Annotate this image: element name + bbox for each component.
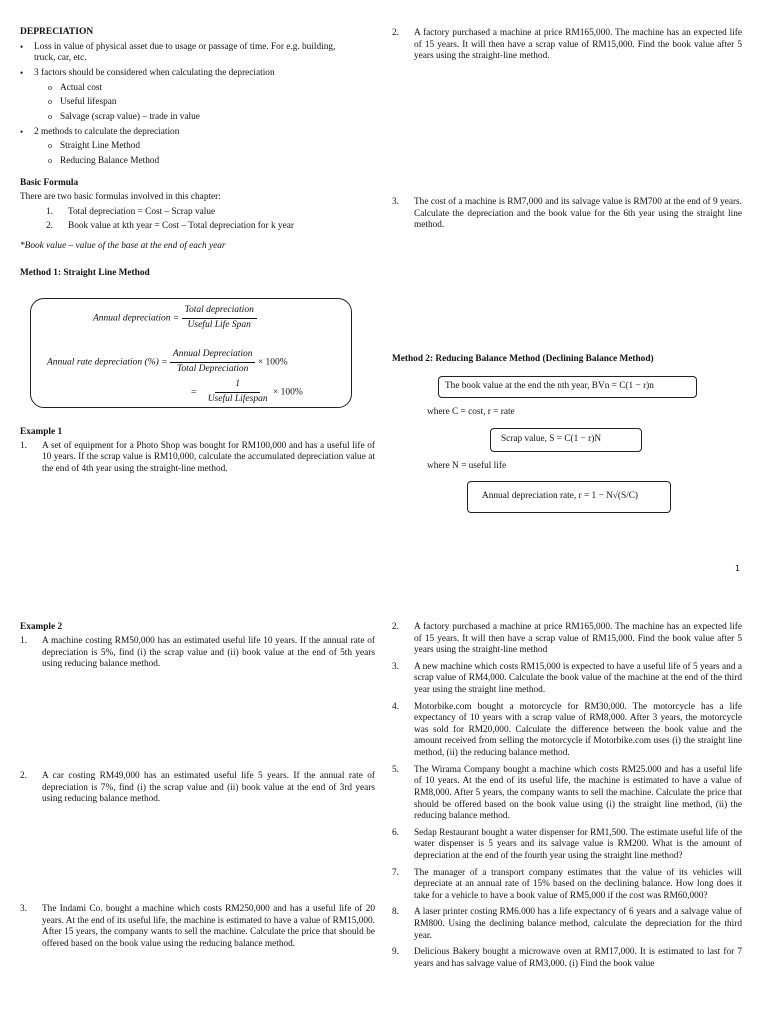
straight-line-formula-box [30, 298, 352, 408]
page1-right-q3 [392, 197, 742, 232]
question-item: 2. A car costing RM49,000 has an estimated useful life 5 years. If the annual rate of depreciation is 7%, find (i) the scrap value and (ii) book value at the end of 3rd years using reducing balance method. [20, 771, 375, 805]
method1-title: Method 1: Straight Line Method [20, 268, 150, 279]
fraction: $\frac{\text{Total depreciation}}{\text{Useful Life Span}}$ [182, 305, 257, 332]
example1-question: 1. A set of equipment for a Photo Shop was bought for RM100,000 and has a useful life of 10 years. If the scrap value is RM10,000, calculate the accumulated depreciation value at the end of 4th year using the straight-line method. [20, 440, 375, 474]
formula-item: 2. Book value at kth year = Cost – Total depreciation for k year [46, 221, 294, 232]
depreciation-title: DEPRECIATION [20, 27, 94, 37]
bullet-item: • Loss in value of physical asset due to usage or passage of time. For e.g. building, truck, car, etc. [20, 41, 336, 64]
bullet-item: • 2 methods to calculate the depreciation [20, 126, 180, 137]
annual-rate-formula-alt: = $\frac{1}{\text{Useful Lifespan}}$ × 100% [191, 379, 303, 404]
sub-item: o Useful lifespan [48, 97, 117, 108]
scrap-value-formula-box: Scrap value, S = C(1 − r)N [490, 428, 642, 452]
bullet-item: • 3 factors should be considered when calculating the depreciation [20, 68, 275, 79]
sub-item: o Reducing Balance Method [48, 155, 160, 166]
question-item: 9. Delicious Bakery bought a microwave oven at RM17,000. It is estimated to last for 7 years and has salvage value of RM3,000. (i) Find the book value [392, 947, 742, 969]
method2-title: Method 2: Reducing Balance Method (Declining Balance Method) [392, 354, 654, 364]
sub-item: o Actual cost [48, 82, 103, 93]
page-number: 1 [735, 564, 741, 573]
fraction: $\frac{\text{Annual Depreciation}}{\text{Total Depreciation}}$ [170, 349, 256, 376]
example1 [20, 427, 375, 475]
book-value-formula-box: The book value at the end the nth year, BVn = C(1 − r)n [438, 376, 697, 398]
formula-item: 1. Total depreciation = Cost – Scrap value [46, 206, 216, 217]
question-item: 3. A new machine which costs RM15,000 is expected to have a useful life of 5 years and a scrap value of RM4,000. Calculate the book value of the machine at the end of the third year using the straight line method. [392, 661, 742, 696]
question-item: 2. A factory purchased a machine at price RM165,000. The machine has an expected life of 15 years. It will then have a scrap value of RM15,000. Find the book value after 5 years using the straight-line method. [392, 28, 742, 62]
example2-q1 [20, 636, 375, 671]
question-item: 2. A factory purchased a machine at price RM165,000. The machine has an expected life of 15 years. It will then have a scrap value of RM15,000. Find the book value after 5 years using the straight-line method [392, 622, 742, 656]
question-item: 5. The Wirama Company bought a machine which costs RM25.000 and has a useful life of 10 years. At the end of its useful life, the machine is estimated to have a value of RM8,000. After 5 years, the company wants to sell the machine. Calculate the price that should be offered based on the book value using (i) the straight line method, (ii) the reducing balance method. [392, 764, 742, 822]
question-item: 1. A machine costing RM50,000 has an estimated useful life 10 years. If the annual rate of depreciation is 5%, find (i) the scrap value and (ii) book value at the end of 5th years using reducing balance method. [20, 636, 375, 670]
example2-title: Example 2 [20, 622, 63, 632]
page2-right-column [392, 622, 742, 970]
basic-formula-title: Basic Formula [20, 178, 79, 189]
question-item: 8. A laser printer costing RM6.000 has a life expectancy of 6 years and a salvage value of RM800. Using the declining balance method, calculate the depreciation for the third year. [392, 907, 742, 941]
page1-left-column [20, 27, 375, 280]
page1-right-column [392, 28, 742, 63]
question-item: 3. The cost of a machine is RM7,000 and its salvage value is RM700 at the end of 9 years. Calculate the depreciation and the book value for the 6th year using the straight line method. [392, 197, 742, 231]
book-value-note: *Book value – value of the base at the end of each year [20, 240, 226, 251]
question-item: 6. Sedap Restaurant bought a water dispenser for RM1,500. The estimate useful life of the water dispenser is 5 years and its salvage value is RM200. What is the amount of depreciation at the end of the fourth year using the straight line method? [392, 827, 742, 861]
basic-formula-intro: There are two basic formulas involved in this chapter: [20, 191, 221, 202]
example2-q3 [20, 904, 375, 950]
annual-rate-formula: Annual rate depreciation (%) = $\frac{\text{Annual Depreciation}}{\text{Total Depreciation}}$ × 100% [47, 349, 288, 374]
question-item: 7. The manager of a transport company estimates that the value of its vehicles will depreciate at an annual rate of 15% based on the declining balance. How long does it take for a vehicle to have a book value of RM5,000 if the cost was RM60,000? [392, 867, 742, 901]
where-cost-rate: where C = cost, r = rate [427, 407, 515, 417]
example1-title: Example 1 [20, 427, 63, 437]
sub-item: o Straight Line Method [48, 141, 141, 152]
annual-depreciation-formula: Annual depreciation = $\frac{\text{Total depreciation}}{\text{Useful Life Span}}$ [93, 305, 257, 332]
question-item: 3. The Indami Co. bought a machine which costs RM250,000 and has a useful life of 20 years. At the end of its useful life, the machine is estimated to have a value of RM15,000. After 15 years, the company wants to sell the machine. Calculate the price that should be offered based on the book value using the reducing balance method. [20, 904, 375, 949]
question-item: 4. Motorbike.com bought a motorcycle for RM30,000. The motorcycle has a life expectancy of 10 years with a scrap value of RM8,000. After 3 years, the motorcycle was sold for RM20,000. Calculate the difference between the book value and the amount received from selling the motorcycle if Motorbike.com uses (i) the straight line method, (ii) the reducing balance method. [392, 701, 742, 759]
where-useful-life: where N = useful life [427, 461, 507, 471]
rate-formula-box: Annual depreciation rate, r = 1 − N√(S/C) [467, 481, 671, 513]
example2-q2 [20, 771, 375, 806]
sub-item: o Salvage (scrap value) – trade in value [48, 111, 200, 122]
fraction: $\frac{1}{\text{Useful Lifespan}}$ [207, 379, 268, 404]
page2-left-column [20, 622, 375, 634]
